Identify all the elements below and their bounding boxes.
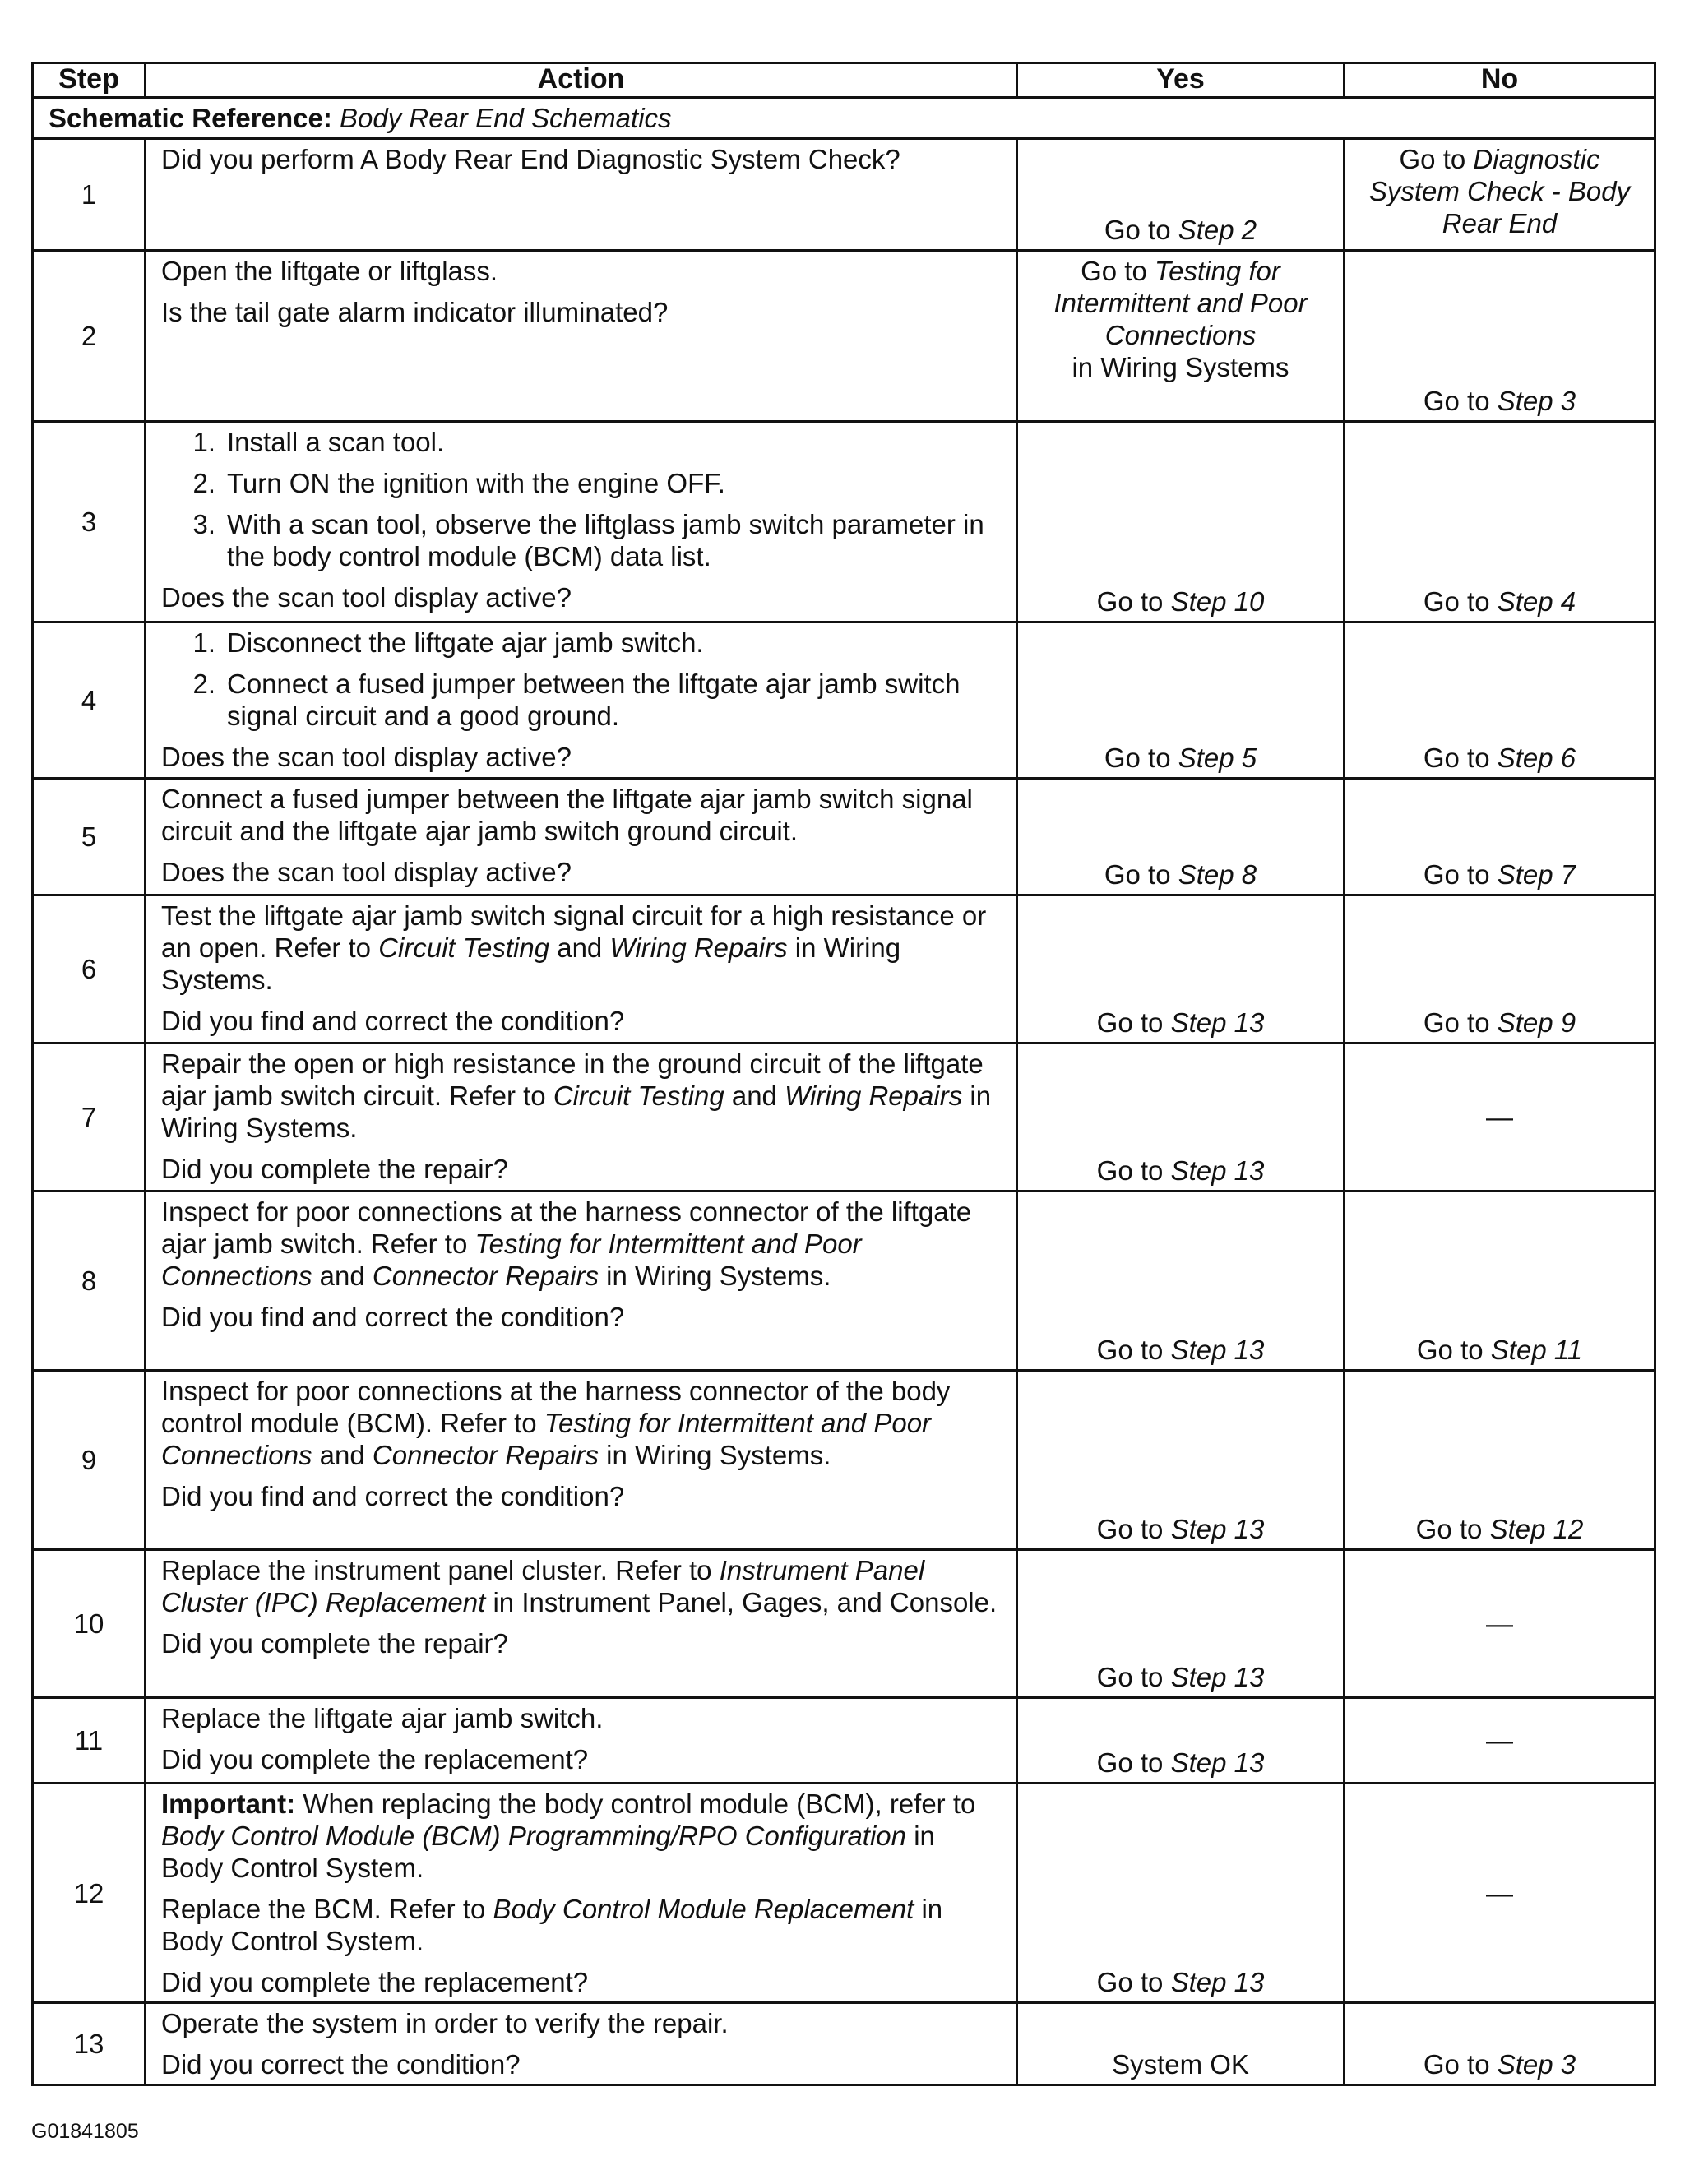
table-row (33, 139, 1655, 251)
action-cell: Test the liftgate ajar jamb switch signal circuit for a high resistance or an open. Refer to Circuit Testing and Wiring Repairs in Wiring Systems. Did you find and correct the condition? (146, 895, 1017, 1043)
table-row (33, 1550, 1655, 1698)
no-cell: Go to Step 6 (1345, 622, 1655, 779)
no-cell: — (1345, 1698, 1655, 1784)
schematic-reference (33, 98, 1655, 139)
yes-cell: Go to Step 13 (1017, 1191, 1345, 1371)
question-text: Is the tail gate alarm indicator illuminated? (161, 297, 669, 327)
action-cell: Replace the liftgate ajar jamb switch. Did you complete the replacement? (146, 1698, 1017, 1784)
action-cell (146, 139, 1017, 251)
header-no: No (1345, 63, 1655, 98)
action-cell: Inspect for poor connections at the harness connector of the liftgate ajar jamb switch. Refer to Testing for Intermittent and Poor Connections and Connector Repairs in Wiring Systems. Did you find and correct the condition? (146, 1191, 1017, 1371)
no-cell: Go to Step 3 (1345, 2003, 1655, 2085)
step-number: 9 (33, 1371, 146, 1550)
step-number: 7 (33, 1043, 146, 1191)
no-cell: Go to Step 9 (1345, 895, 1655, 1043)
table-row (33, 622, 1655, 779)
step-number: 3 (33, 422, 146, 622)
no-cell: — (1345, 1043, 1655, 1191)
step-link: Step 9 (1497, 1007, 1576, 1038)
question-text: Does the scan tool display active? (161, 857, 572, 887)
question-text: Did you complete the replacement? (161, 1744, 589, 1774)
step-link: Step 13 (1170, 1514, 1265, 1544)
yes-cell: Go to Step 13 (1017, 895, 1345, 1043)
important-note: Important: When replacing the body control module (BCM), refer to Body Control Module (BCM) Programming/RPO Configuration in Body Control System. (161, 1788, 976, 1883)
action-cell: Repair the open or high resistance in the ground circuit of the liftgate ajar jamb switch circuit. Refer to Circuit Testing and Wiring Repairs in Wiring Systems. Did you complete the repair? (146, 1043, 1017, 1191)
step-link: Step 2 (1178, 215, 1257, 245)
step-link: Step 4 (1497, 586, 1576, 617)
yes-cell: Go to Step 13 (1017, 1784, 1345, 2003)
diagnostic-link: Diagnostic System Check - Body Rear End (1368, 144, 1631, 238)
step-link: Step 13 (1170, 1747, 1265, 1778)
reference-link: Testing for Intermittent and Poor Connections (1053, 256, 1308, 350)
action-cell (146, 422, 1017, 622)
diagnostic-table (31, 62, 1656, 2086)
action-cell: Replace the instrument panel cluster. Refer to Instrument Panel Cluster (IPC) Replacement in Instrument Panel, Gages, and Console. Did you complete the repair? (146, 1550, 1017, 1698)
question-text: Did you find and correct the condition? (161, 1481, 625, 1511)
step-number: 1 (33, 139, 146, 251)
schematic-link: Body Rear End Schematics (340, 103, 672, 133)
question-text: Did you perform A Body Rear End Diagnostic System Check? (161, 144, 900, 174)
no-cell: Go to Step 12 (1345, 1371, 1655, 1550)
step-link: Step 13 (1170, 1155, 1265, 1186)
table-row (33, 422, 1655, 622)
action-cell: Connect a fused jumper between the liftgate ajar jamb switch signal circuit and the liftgate ajar jamb switch ground circuit. Does the scan tool display active? (146, 779, 1017, 895)
yes-cell: Go to Step 13 (1017, 1550, 1345, 1698)
question-text: Did you complete the replacement? (161, 1967, 589, 1997)
question-text: Does the scan tool display active? (161, 582, 572, 613)
table-row (33, 2003, 1655, 2085)
list-item: 3. With a scan tool, observe the liftglass jamb switch parameter in the body control module (BCM) data list. (192, 509, 984, 571)
action-cell (146, 622, 1017, 779)
no-cell: Go to Step 11 (1345, 1191, 1655, 1371)
table-row (33, 1043, 1655, 1191)
question-text: Did you complete the repair? (161, 1154, 508, 1184)
table-row (33, 251, 1655, 422)
list-item: 1. Install a scan tool. (192, 427, 445, 457)
question-text: Did you find and correct the condition? (161, 1302, 625, 1332)
header-yes: Yes (1017, 63, 1345, 98)
question-text: Did you complete the repair? (161, 1628, 508, 1659)
step-link: Step 13 (1170, 1335, 1265, 1365)
yes-cell: Go to Step 13 (1017, 1698, 1345, 1784)
question-text: Does the scan tool display active? (161, 742, 572, 772)
step-link: Step 13 (1170, 1007, 1265, 1038)
step-number: 6 (33, 895, 146, 1043)
step-link: Step 13 (1170, 1662, 1265, 1692)
step-link: Step 10 (1170, 586, 1265, 617)
step-link: Step 7 (1497, 859, 1576, 890)
step-number: 5 (33, 779, 146, 895)
question-text: Did you correct the condition? (161, 2049, 521, 2080)
step-link: Step 5 (1178, 743, 1257, 773)
step-link: Step 13 (1170, 1967, 1265, 1997)
header-row (33, 63, 1655, 98)
step-link: Step 6 (1497, 743, 1576, 773)
table-row (33, 895, 1655, 1043)
table-row (33, 1191, 1655, 1371)
yes-cell: Go to Step 5 (1017, 622, 1345, 779)
step-link: Step 3 (1497, 386, 1576, 416)
table-row (33, 1371, 1655, 1550)
figure-id: G01841805 (31, 2120, 139, 2143)
list-item: 2. Connect a fused jumper between the liftgate ajar jamb switch signal circuit and a good ground. (192, 669, 961, 731)
step-link: Step 12 (1489, 1514, 1584, 1544)
list-item: 1. Disconnect the liftgate ajar jamb switch. (192, 627, 704, 658)
schematic-row (33, 98, 1655, 139)
step-number: 12 (33, 1784, 146, 2003)
step-number: 4 (33, 622, 146, 779)
header-step: Step (33, 63, 146, 98)
no-cell: Go to Step 7 (1345, 779, 1655, 895)
table-row (33, 1784, 1655, 2003)
yes-cell: System OK (1017, 2003, 1345, 2085)
action-cell: Important: When replacing the body control module (BCM), refer to Body Control Module (BCM) Programming/RPO Configuration in Body Control System. Replace the BCM. Refer to Body Control Module Replacement in Body Control System. Did you complete the replacement? (146, 1784, 1017, 2003)
yes-cell: Go to Step 8 (1017, 779, 1345, 895)
yes-cell: Go to Step 10 (1017, 422, 1345, 622)
table-row (33, 779, 1655, 895)
step-number: 8 (33, 1191, 146, 1371)
step-number: 11 (33, 1698, 146, 1784)
list-item: 2. Turn ON the ignition with the engine OFF. (192, 468, 725, 498)
question-text: Did you find and correct the condition? (161, 1006, 625, 1036)
no-cell: — (1345, 1784, 1655, 2003)
yes-cell: Go to Step 2 (1017, 139, 1345, 251)
no-cell: — (1345, 1550, 1655, 1698)
schematic-label: Schematic Reference: (49, 103, 332, 133)
action-cell: Operate the system in order to verify the repair. Did you correct the condition? (146, 2003, 1017, 2085)
step-number: 13 (33, 2003, 146, 2085)
no-cell: Go to Step 4 (1345, 422, 1655, 622)
step-link: Step 3 (1497, 2049, 1576, 2080)
header-action: Action (146, 63, 1017, 98)
step-number: 2 (33, 251, 146, 422)
table-row (33, 1698, 1655, 1784)
no-cell: Go to Step 3 (1345, 251, 1655, 422)
yes-cell: Go to Step 13 (1017, 1043, 1345, 1191)
action-cell: Inspect for poor connections at the harness connector of the body control module (BCM). Refer to Testing for Intermittent and Poor Connections and Connector Repairs in Wiring Systems. Did you find and correct the condition? (146, 1371, 1017, 1550)
no-cell: Go to Diagnostic System Check - Body Rear End (1345, 139, 1655, 251)
step-link: Step 11 (1490, 1335, 1583, 1365)
yes-cell: Go to Step 13 (1017, 1371, 1345, 1550)
step-number: 10 (33, 1550, 146, 1698)
action-cell: Open the liftgate or liftglass. Is the tail gate alarm indicator illuminated? (146, 251, 1017, 422)
step-link: Step 8 (1178, 859, 1257, 890)
yes-cell: Go to Testing for Intermittent and Poor Connections in Wiring Systems (1017, 251, 1345, 422)
